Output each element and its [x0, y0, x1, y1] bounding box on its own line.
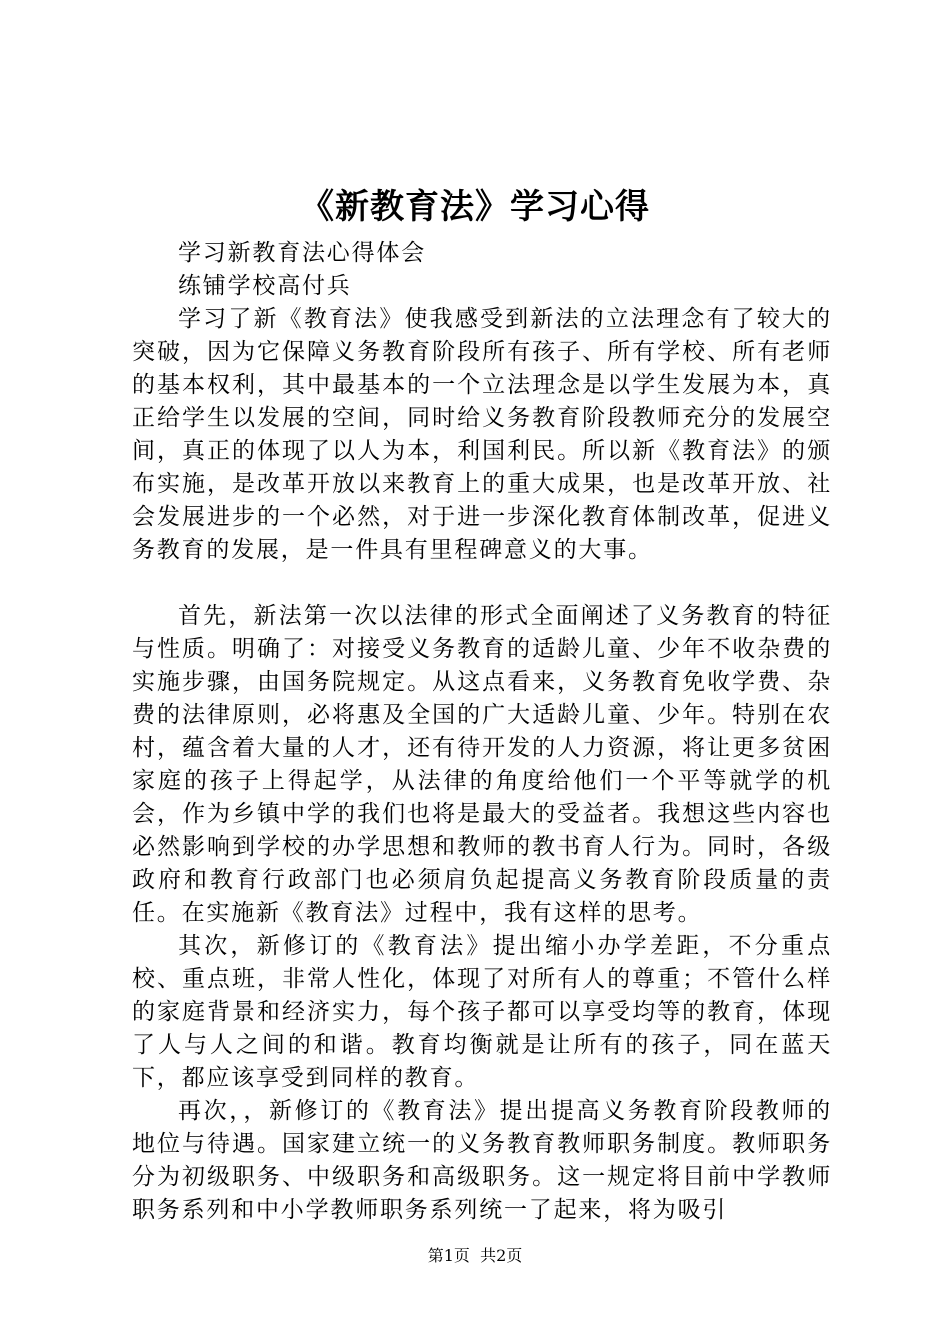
author-line: 练铺学校高付兵 [178, 273, 352, 299]
paragraph-intro: 学习了新《教育法》使我感受到新法的立法理念有了较大的突破，因为它保障义务教育阶段所有孩子、所有学校、所有老师的基本权利，其中最基本的一个立法理念是以学生发展为本，真正给学生以发展的空间，同时给义务教育阶段教师充分的发展空间，真正的体现了以人为本，利国利民。所以新《教育法》的颁布实施，是改革开放以来教育上的重大成果，也是改革开放、社会发展进步的一个必然，对于进一步深化教育体制改革，促进义务教育的发展，是一件具有里程碑意义的大事。 [132, 306, 832, 563]
page-number-footer: 第1页 共2页 [427, 1246, 523, 1265]
document-title: 《新教育法》学习心得 [300, 187, 650, 227]
paragraph-third: 再次，，新修订的《教育法》提出提高义务教育阶段教师的地位与待遇。国家建立统一的义务教育教师职务制度。教师职务分为初级职务、中级职务和高级职务。这一规定将目前中学教师职务系列和中小学教师职务系列统一了起来，将为吸引 [132, 1098, 832, 1223]
subtitle-line: 学习新教育法心得体会 [178, 240, 426, 266]
paragraph-first: 首先，新法第一次以法律的形式全面阐述了义务教育的特征与性质。明确了：对接受义务教育的适龄儿童、少年不收杂费的实施步骤，由国务院规定。从这点看来，义务教育免收学费、杂费的法律原则，必将惠及全国的广大适龄儿童、少年。特别在农村，蕴含着大量的人才，还有待开发的人力资源，将让更多贫困家庭的孩子上得起学，从法律的角度给他们一个平等就学的机会，作为乡镇中学的我们也将是最大的受益者。我想这些内容也必然影响到学校的办学思想和教师的教书育人行为。同时，各级政府和教育行政部门也必须肩负起提高义务教育阶段质量的责任。在实施新《教育法》过程中，我有这样的思考。 [132, 603, 832, 926]
document-body [132, 237, 832, 1227]
paragraph-second: 其次，新修订的《教育法》提出缩小办学差距，不分重点校、重点班，非常人性化，体现了对所有人的尊重；不管什么样的家庭背景和经济实力，每个孩子都可以享受均等的教育，体现了人与人之间的和谐。教育均衡就是让所有的孩子，同在蓝天下，都应该享受到同样的教育。 [132, 933, 832, 1091]
